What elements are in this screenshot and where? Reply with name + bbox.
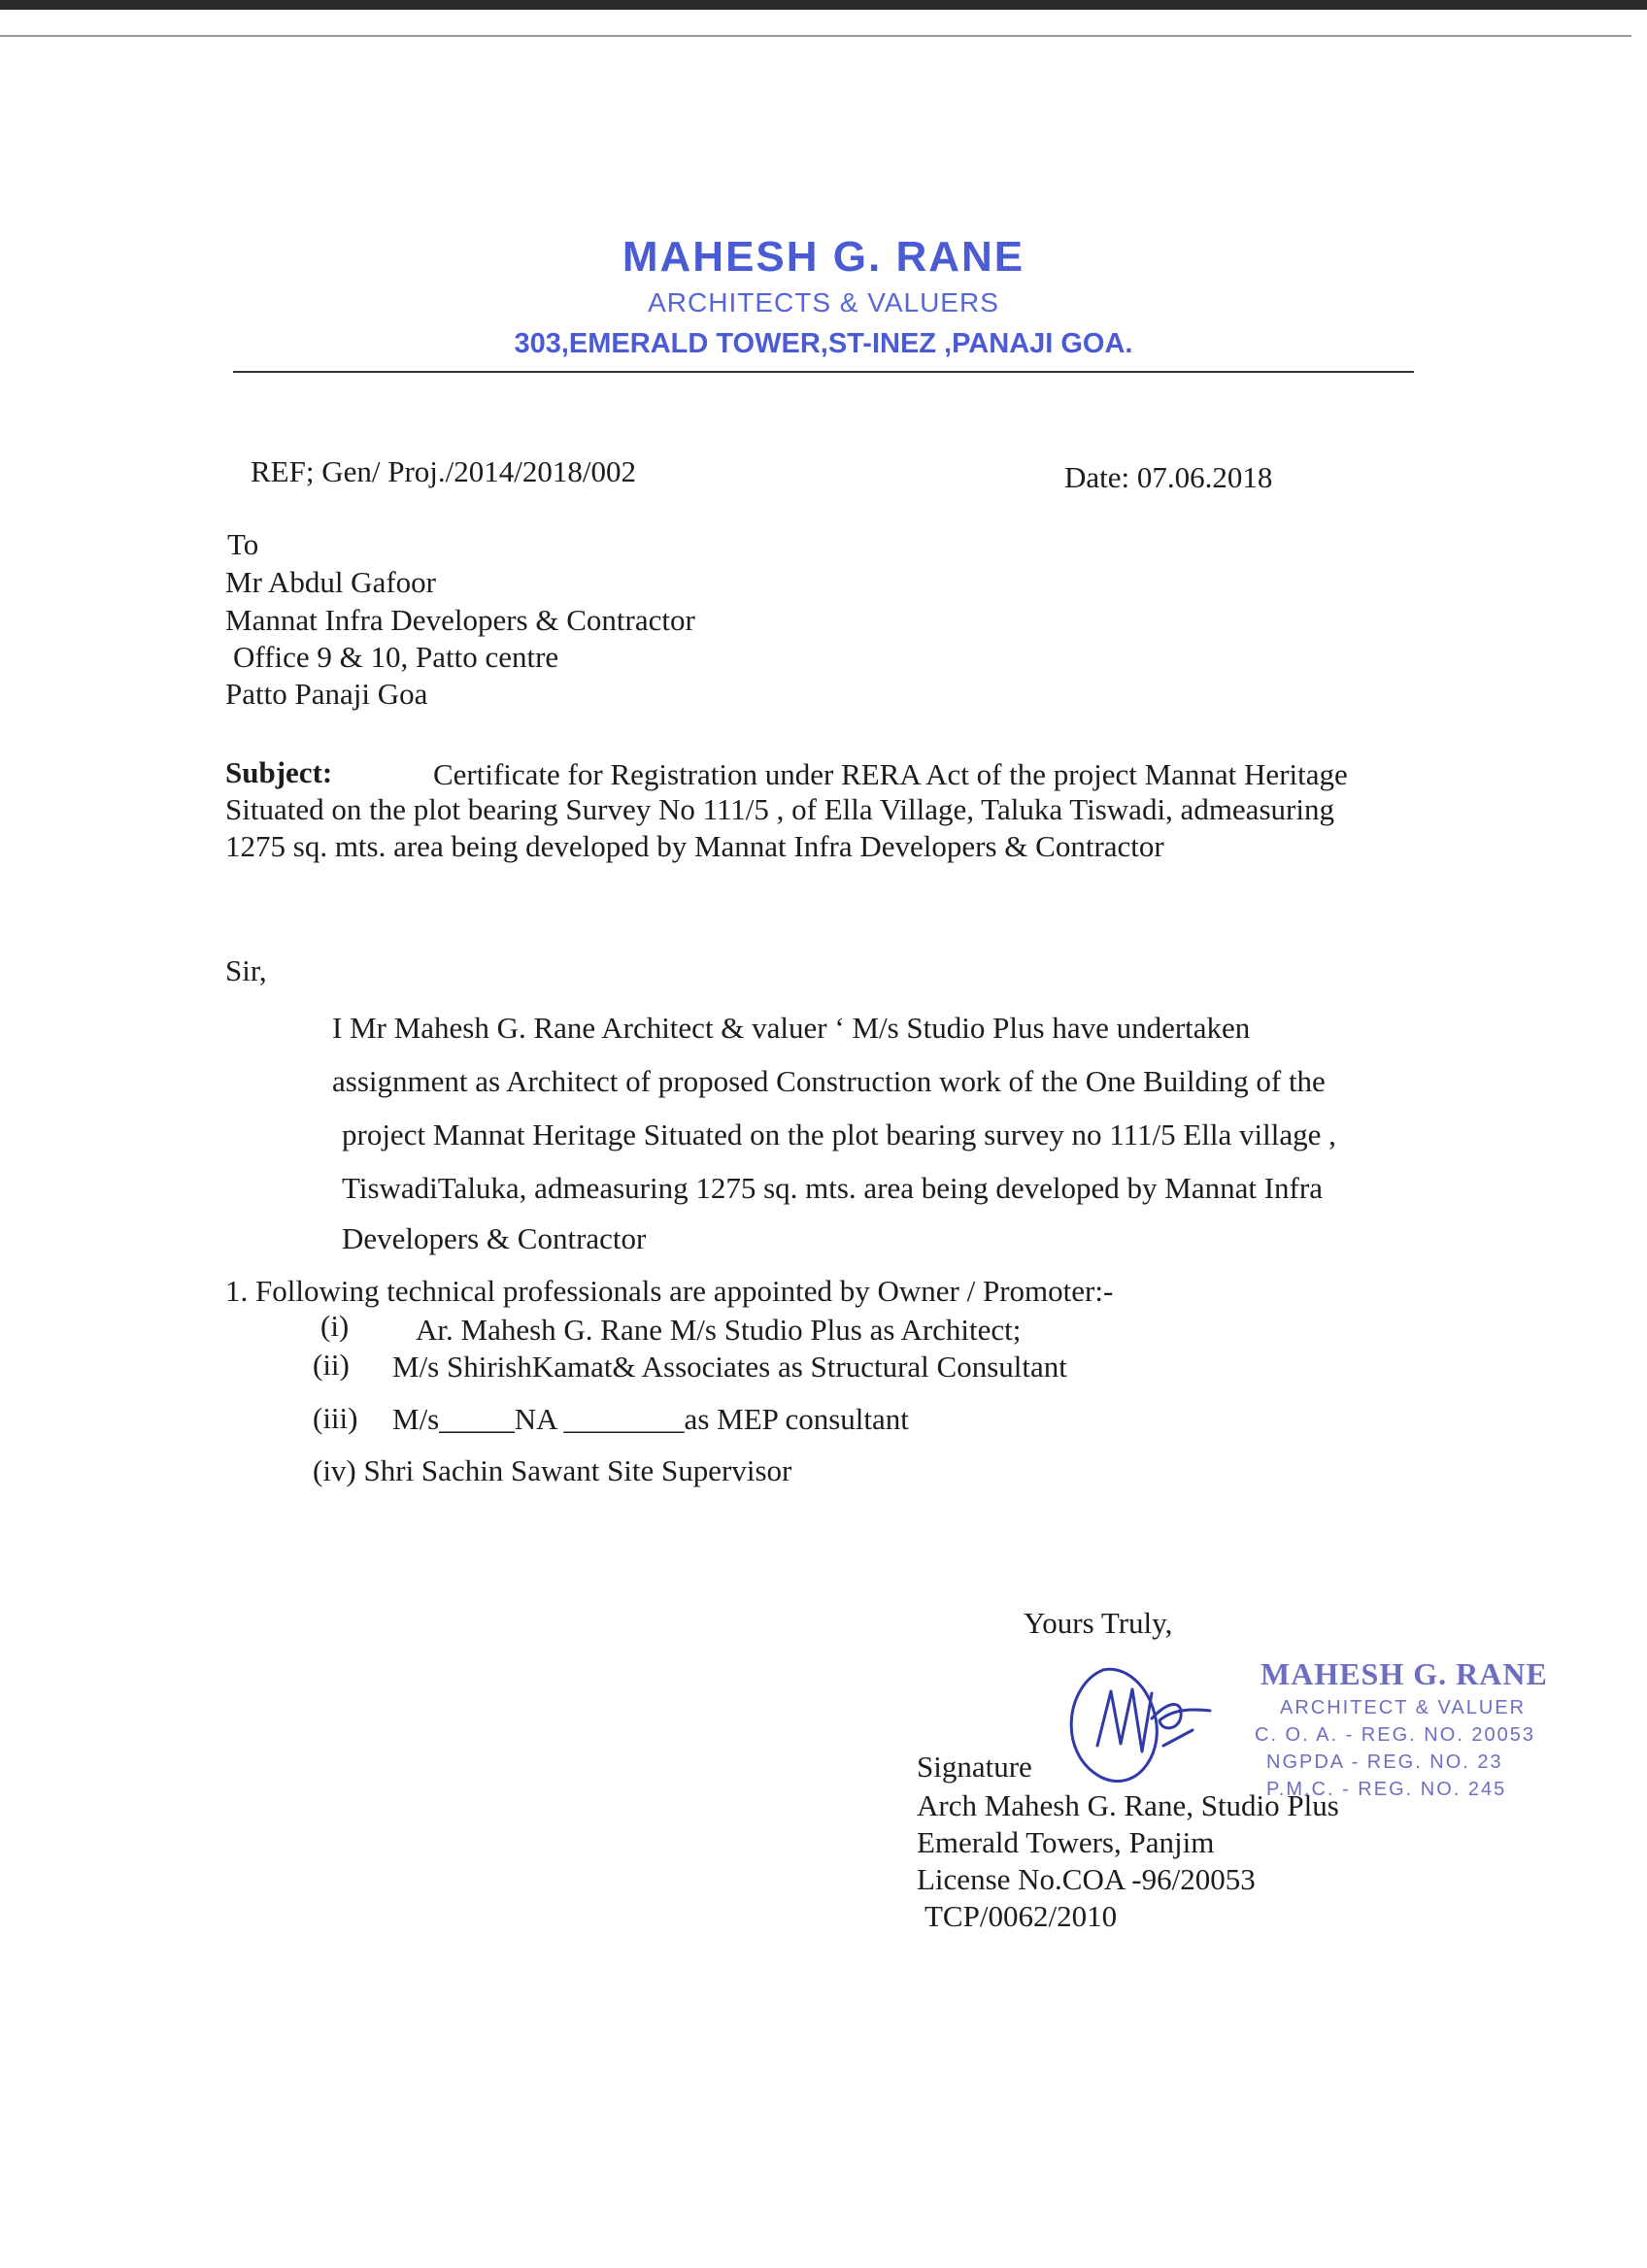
signer-name: Arch Mahesh G. Rane, Studio Plus [917, 1788, 1339, 1822]
letterhead-divider [233, 371, 1414, 373]
list-item-mep: M/s_____NA ________as MEP consultant [392, 1402, 909, 1436]
body-line: TiswadiTaluka, admeasuring 1275 sq. mts. area being developed by Mannat Infra [342, 1171, 1323, 1205]
body-line: Developers & Contractor [342, 1221, 647, 1255]
recipient-company: Mannat Infra Developers & Contractor [225, 603, 695, 637]
list-item-supervisor: (iv) Shri Sachin Sawant Site Supervisor [313, 1453, 792, 1487]
stamp-ngpda: NGPDA - REG. NO. 23 [1266, 1751, 1503, 1773]
subject-label: Subject: [225, 755, 333, 789]
subject-line-2: Situated on the plot bearing Survey No 111/5 , of Ella Village, Taluka Tiswadi, admeasuring [225, 792, 1334, 826]
body-line: project Mannat Heritage Situated on the plot bearing survey no 111/5 Ella village , [342, 1117, 1336, 1151]
letter-date: Date: 07.06.2018 [1064, 460, 1273, 494]
reference-number: REF; Gen/ Proj./2014/2018/002 [251, 454, 636, 488]
subject-line-1: Certificate for Registration under RERA Act of the project Mannat Heritage [433, 757, 1348, 791]
closing: Yours Truly, [1024, 1606, 1173, 1640]
stamp-pmc: P.M.C. - REG. NO. 245 [1266, 1779, 1507, 1800]
list-item-structural: M/s ShirishKamat& Associates as Structural Consultant [392, 1350, 1067, 1384]
list-item-number: (iii) [313, 1401, 358, 1435]
stamp-title: ARCHITECT & VALUER [1280, 1697, 1527, 1718]
signature-label: Signature [917, 1750, 1032, 1784]
body-line: assignment as Architect of proposed Construction work of the One Building of the [332, 1064, 1326, 1098]
signer-tcp: TCP/0062/2010 [924, 1899, 1118, 1933]
list-item-number: (ii) [313, 1348, 350, 1382]
recipient-city: Patto Panaji Goa [225, 677, 428, 711]
body-line: I Mr Mahesh G. Rane Architect & valuer ‘ M/s Studio Plus have undertaken [332, 1011, 1251, 1045]
list-item-number: (i) [320, 1309, 350, 1343]
salutation: Sir, [225, 953, 267, 987]
recipient-office: Office 9 & 10, Patto centre [233, 640, 559, 674]
letterhead-subtitle: ARCHITECTS & VALUERS [648, 287, 999, 317]
letterhead-address: 303,EMERALD TOWER,ST-INEZ ,PANAJI GOA. [514, 328, 1133, 359]
recipient-name: Mr Abdul Gafoor [225, 565, 436, 599]
list-intro: 1. Following technical professionals are appointed by Owner / Promoter:- [225, 1274, 1114, 1308]
signer-license: License No.COA -96/20053 [917, 1862, 1256, 1896]
stamp-coa: C. O. A. - REG. NO. 20053 [1255, 1724, 1535, 1746]
list-item-architect: Ar. Mahesh G. Rane M/s Studio Plus as Architect; [416, 1313, 1022, 1347]
scan-top-rule [0, 35, 1631, 37]
signer-office: Emerald Towers, Panjim [917, 1825, 1215, 1859]
letterhead-name: MAHESH G. RANE [622, 233, 1025, 281]
recipient-to: To [227, 527, 259, 561]
scan-top-edge [0, 0, 1647, 10]
subject-line-3: 1275 sq. mts. area being developed by Mannat Infra Developers & Contractor [225, 829, 1164, 863]
stamp-name: MAHESH G. RANE [1260, 1656, 1548, 1691]
handwritten-signature [1047, 1651, 1251, 1801]
